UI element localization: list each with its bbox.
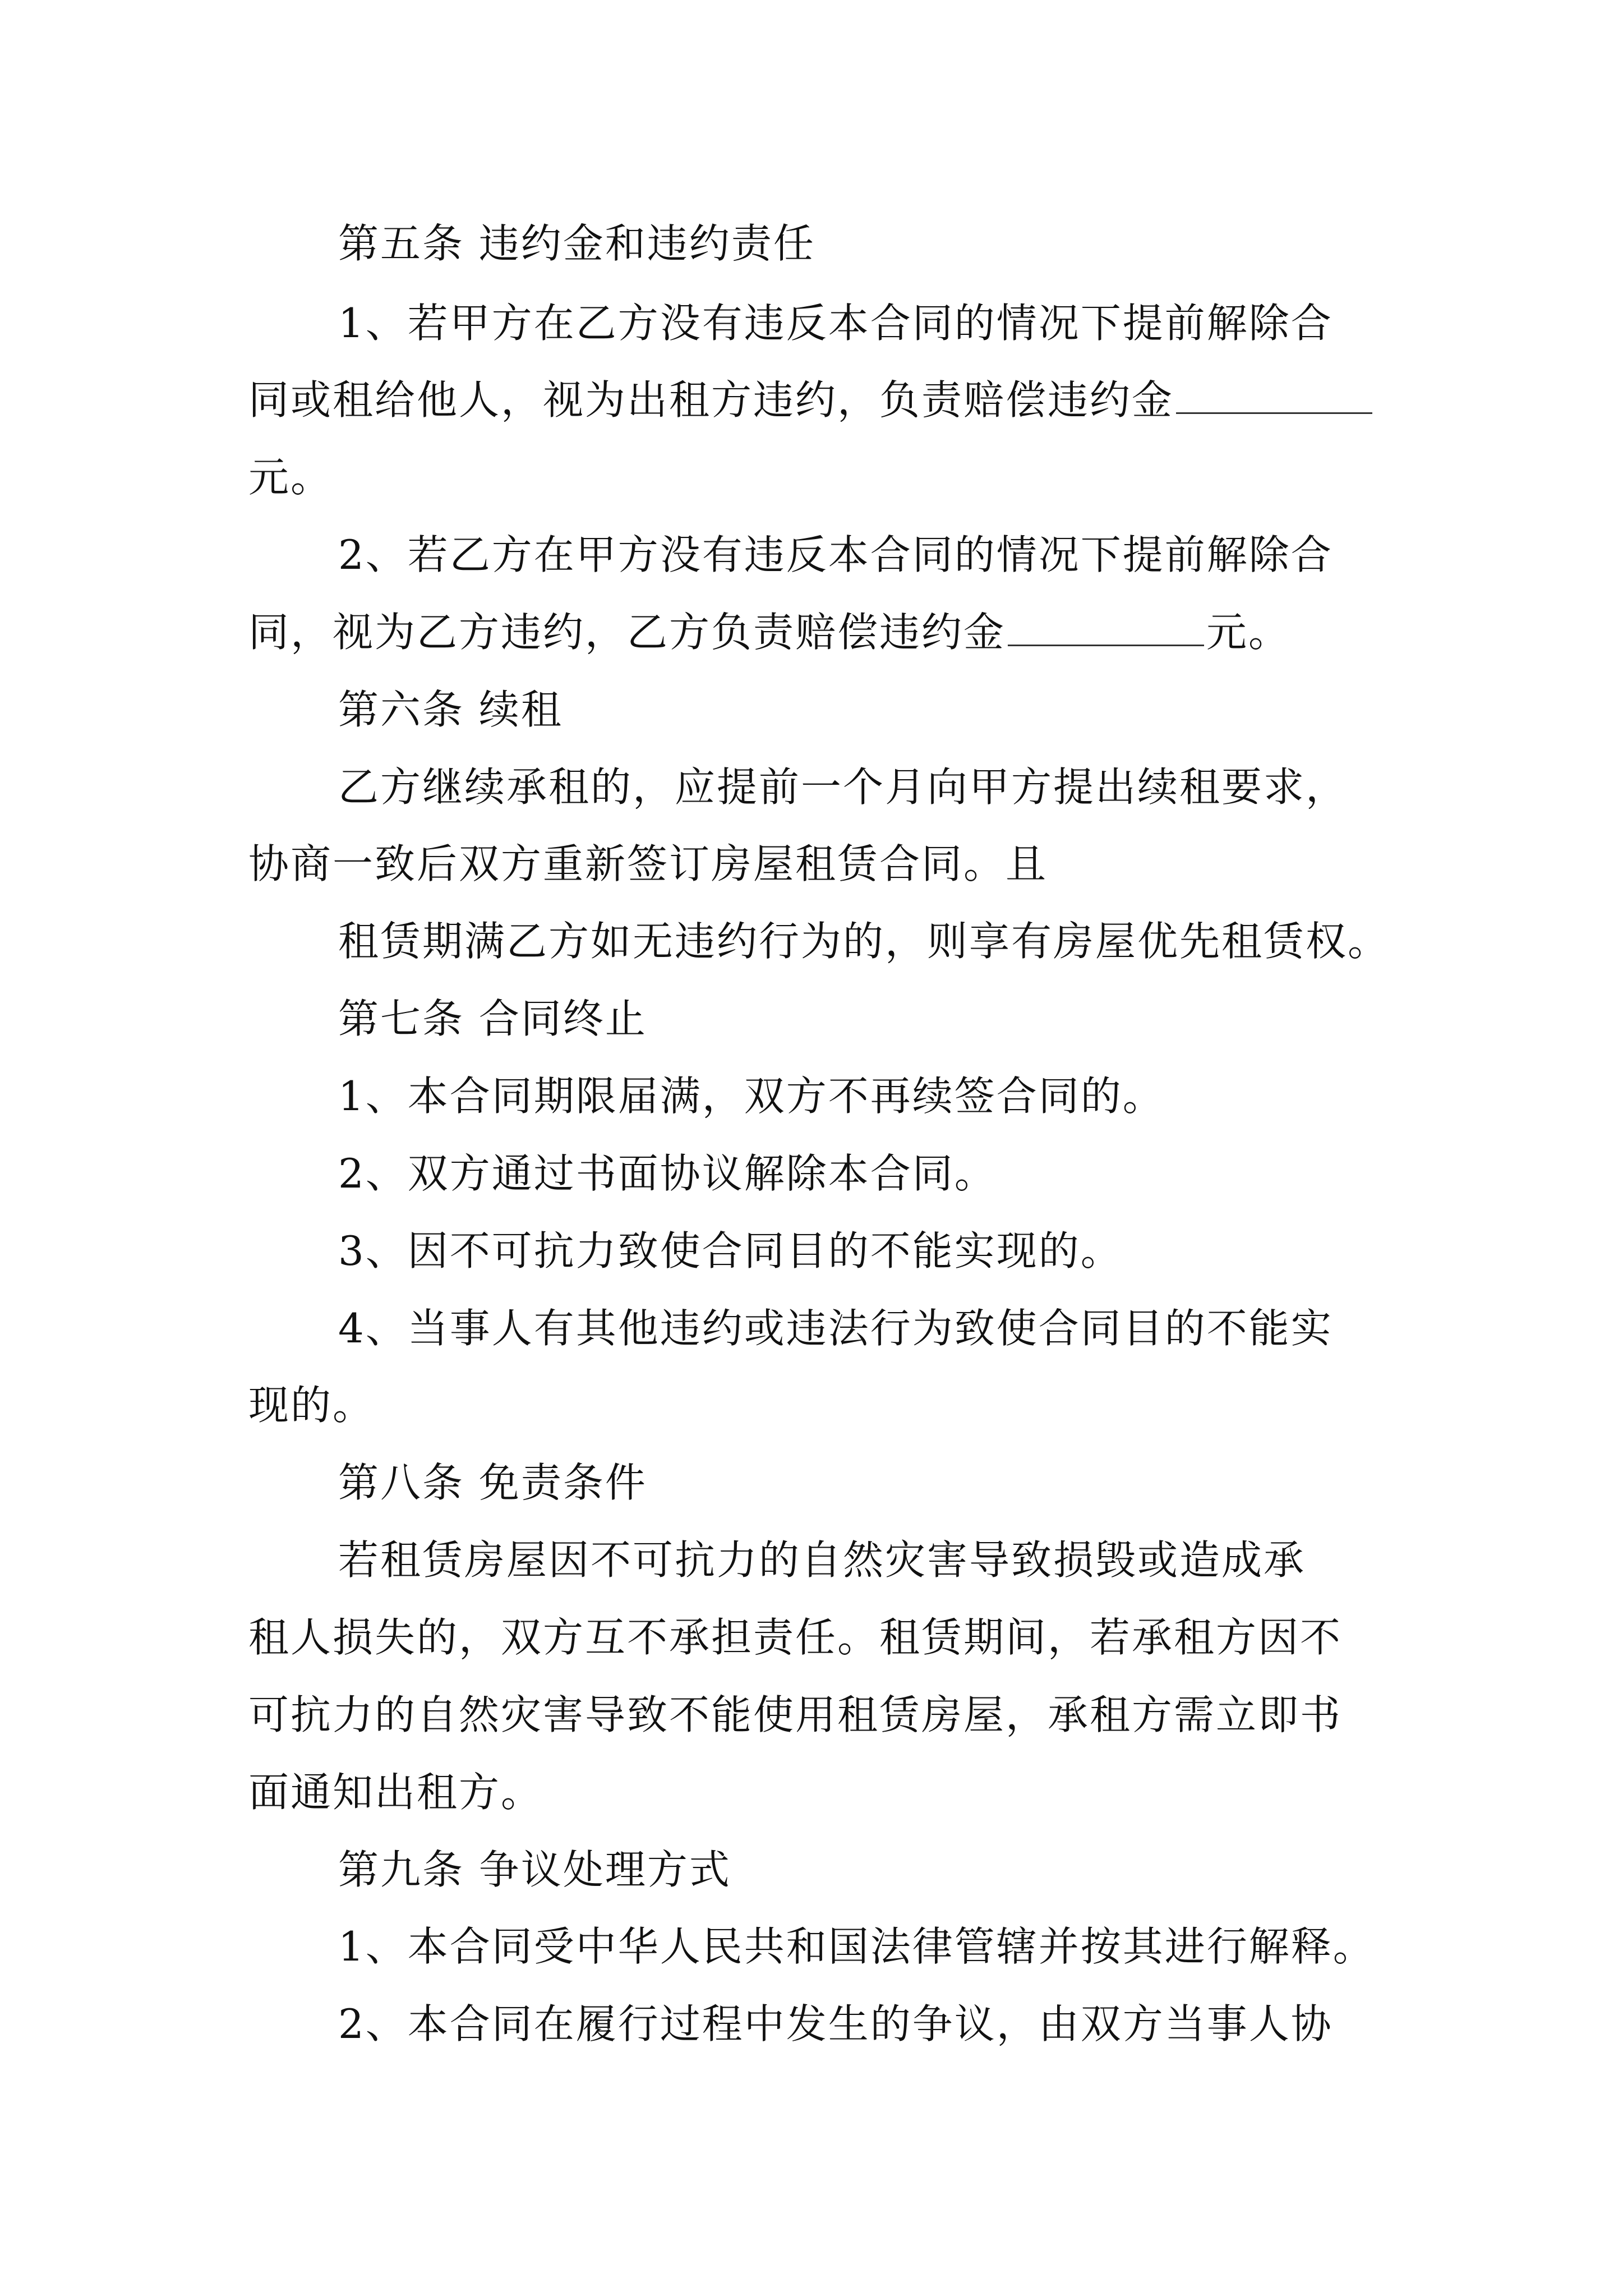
clause-5-1-line-3: 元。 [248, 454, 333, 501]
fill-in-blank [1008, 604, 1204, 646]
clause-7-line-2: 2、双方通过书面协议解除本合同。 [338, 1150, 997, 1197]
section-heading-7: 第七条 合同终止 [338, 995, 647, 1042]
clause-6-line-2: 协商一致后双方重新签订房屋租赁合同。且 [248, 840, 1048, 887]
clause-7-line-3: 3、因不可抗力致使合同目的不能实现的。 [338, 1227, 1123, 1274]
clause-5-2-line-1: 2、若乙方在甲方没有违反本合同的情况下提前解除合 [338, 531, 1333, 578]
clause-5-1-line-2 [248, 372, 1375, 428]
clause-5-2-line-2-end: 元。 [1206, 609, 1291, 656]
clause-6-line-3: 租赁期满乙方如无违约行为的，则享有房屋优先租赁权。 [338, 918, 1390, 965]
clause-7-line-5: 现的。 [248, 1382, 375, 1429]
section-heading-5: 第五条 违约金和违约责任 [338, 220, 815, 267]
clause-8-line-1: 若租赁房屋因不可抗力的自然灾害导致损毁或造成承 [338, 1536, 1306, 1584]
clause-7-line-4: 4、当事人有其他违约或违法行为致使合同目的不能实 [338, 1305, 1333, 1352]
clause-5-2-line-2-text: 同，视为乙方违约，乙方负责赔偿违约金 [248, 609, 1006, 656]
clause-5-1-line-1: 1、若甲方在乙方没有违反本合同的情况下提前解除合 [338, 300, 1333, 347]
clause-8-line-2: 租人损失的，双方互不承担责任。租赁期间，若承租方因不 [248, 1614, 1343, 1661]
fill-in-blank [1176, 372, 1372, 414]
clause-8-line-3: 可抗力的自然灾害导致不能使用租赁房屋，承租方需立即书 [248, 1691, 1343, 1738]
clause-9-line-2: 2、本合同在履行过程中发生的争议，由双方当事人协 [338, 2000, 1333, 2047]
clause-6-line-1: 乙方继续承租的，应提前一个月向甲方提出续租要求， [338, 763, 1348, 811]
clause-7-line-1: 1、本合同期限届满，双方不再续签合同的。 [338, 1073, 1165, 1120]
section-heading-8: 第八条 免责条件 [338, 1459, 647, 1506]
section-heading-9: 第九条 争议处理方式 [338, 1846, 731, 1893]
clause-5-2-line-2 [248, 604, 1290, 660]
clause-9-line-1: 1、本合同受中华人民共和国法律管辖并按其进行解释。 [338, 1923, 1375, 1970]
clause-8-line-4: 面通知出租方。 [248, 1769, 543, 1816]
clause-5-1-line-2-text: 同或租给他人，视为出租方违约，负责赔偿违约金 [248, 376, 1174, 424]
section-heading-6: 第六条 续租 [338, 686, 563, 733]
